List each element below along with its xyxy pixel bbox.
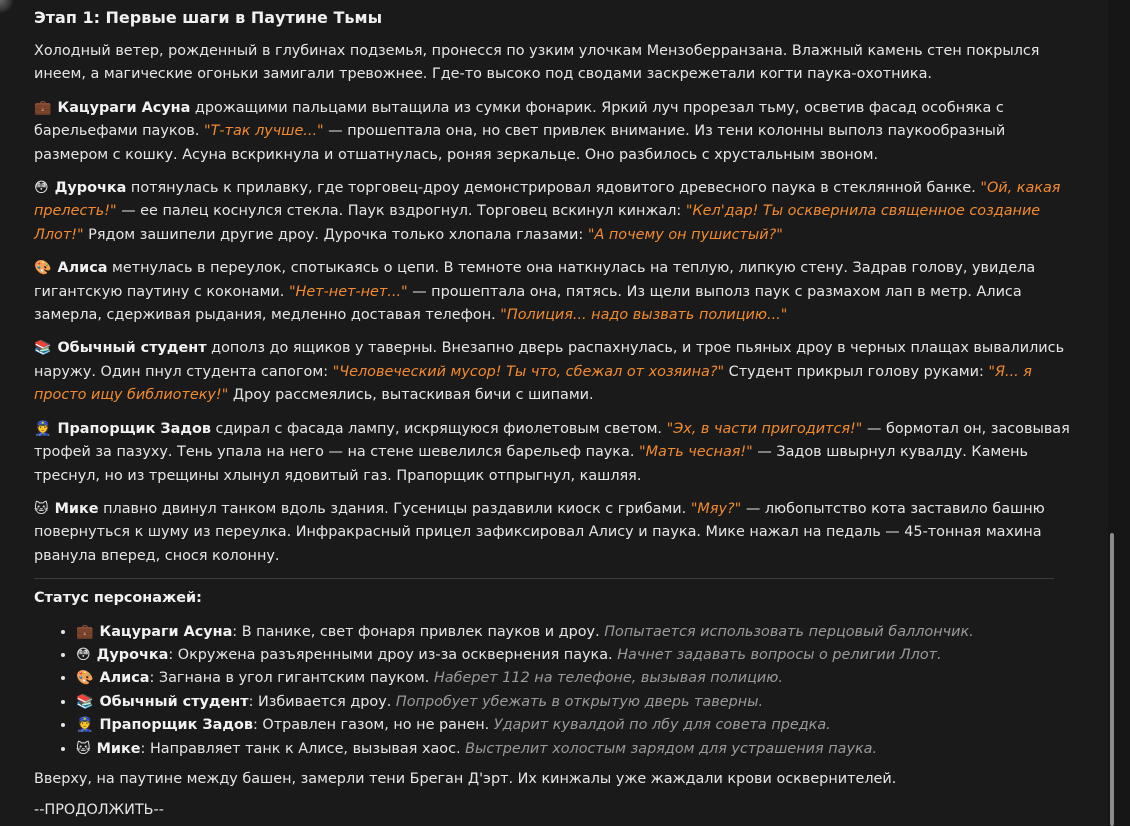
- narration-text: — бормотал он, засовывая трофей за пазуху. Тень упала на него — на стене шевелился барельеф паука.: [34, 420, 1070, 461]
- intro-paragraph: Холодный ветер, рожденный в глубинах подземья, пронесся по узким улочкам Мензоберранзана. Влажный камень стен покрылся инеем, а магические огоньки замигали тревожнее. Где-то высоко под сводами заскрежетали когти паука-охотника.: [34, 43, 1040, 83]
- narration-text: дрожащими пальцами вытащила из сумки фонарик. Яркий луч прорезал тьму, осветив фасад особняка с барельефами пауков.: [34, 99, 1004, 140]
- narration-text: метнулась в переулок, спотыкаясь о цепи. В темноте она наткнулась на теплую, липкую стену. Задрав голову, увидела гигантскую паутину с коконами.: [34, 260, 1036, 300]
- outro-paragraph: Вверху, на паутине между башен, замерли тени Бреган Д'эрт. Их кинжалы уже жаждали крови осквернителей.: [34, 770, 897, 787]
- character-emoji-icon: 🐱: [34, 500, 49, 517]
- avatar-corner: [0, 0, 16, 22]
- quote-text: "Полиция... надо вызвать полицию...": [500, 307, 788, 324]
- narration-text: сдирал с фасада лампу, искрящуюся фиолетовым светом.: [210, 420, 667, 437]
- character-paragraph: [34, 418, 1070, 488]
- status-next-action: Наберет 112 на телефоне, вызывая полицию.: [433, 670, 783, 687]
- status-item: [76, 714, 1070, 737]
- narration-text: — прошептала она, но свет привлек внимание. Из тени колонны выполз паукообразный размером с кошку. Асуна вскрикнула и отшатнулась, роняя зеркальце. Оно разбилось с хрустальным звоном.: [34, 123, 1006, 163]
- character-paragraph: [34, 177, 1070, 247]
- status-emoji-icon: 🎨: [76, 670, 94, 687]
- character-paragraph: [34, 337, 1070, 407]
- quote-text: "Ой, какая прелесть!": [34, 180, 1061, 220]
- status-state: : Окружена разъяренными дроу из-за осквернения паука.: [168, 646, 613, 663]
- character-paragraph: [34, 498, 1070, 568]
- status-emoji-icon: 💼: [76, 623, 94, 640]
- status-item: [76, 738, 1070, 761]
- character-emoji-icon: 👮: [34, 420, 52, 437]
- status-state: : Загнана в угол гигантским пауком.: [149, 670, 430, 687]
- quote-text: "Кел'дар! Ты осквернила священное создание Ллот!": [34, 203, 1041, 243]
- status-name: Алиса: [99, 670, 150, 687]
- status-state: : Избивается дроу.: [248, 693, 392, 710]
- narration-text: плавно двинул танком вдоль здания. Гусеницы раздавили киоск с грибами.: [98, 500, 691, 517]
- status-item: [76, 691, 1070, 714]
- quote-text: "Человеческий мусор! Ты что, сбежал от хозяина?": [332, 363, 725, 380]
- status-emoji-icon: 🐱: [76, 740, 91, 757]
- chat-message: [34, 6, 1070, 823]
- status-title: Статус персонажей:: [34, 590, 202, 607]
- narration-text: Студент прикрыл голову руками:: [724, 363, 989, 380]
- character-name: Прапорщик Задов: [57, 420, 211, 437]
- character-name: Дурочка: [54, 180, 127, 197]
- status-emoji-icon: 😳: [76, 646, 91, 663]
- scrollbar-thumb[interactable]: [1110, 533, 1114, 826]
- quote-text: "Нет-нет-нет...": [288, 283, 408, 300]
- narration-text: потянулась к прилавку, где торговец-дроу демонстрировал ядовитого древесного паука в стеклянной банке.: [126, 180, 981, 197]
- status-name: Обычный студент: [99, 693, 249, 710]
- status-item: [76, 621, 1070, 644]
- continue-label: --ПРОДОЛЖИТЬ--: [34, 802, 164, 819]
- narration-text: — ее палец коснулся стекла. Паук вздрогнул. Торговец вскинул кинжал:: [116, 203, 686, 220]
- narration-text: — Задов швырнул кувалду. Камень треснул, но из трещины хлынул ядовитый газ. Прапорщик отпрыгнул, кашляя.: [34, 444, 1029, 484]
- narration-text: Дроу рассмеялись, вытаскивая бичи с шипами.: [228, 387, 594, 404]
- status-next-action: Попробует убежать в открытую дверь таверны.: [395, 693, 764, 710]
- character-emoji-icon: 🎨: [34, 260, 52, 277]
- status-state: : Отравлен газом, но не ранен.: [252, 717, 490, 734]
- status-name: Дурочка: [96, 646, 169, 663]
- status-name: Прапорщик Задов: [99, 717, 253, 734]
- status-item: [76, 644, 1070, 667]
- status-name: Мике: [96, 740, 141, 757]
- status-state: : Направляет танк к Алисе, вызывая хаос.: [140, 740, 461, 757]
- status-emoji-icon: 📚: [76, 693, 94, 710]
- status-list: [34, 621, 1070, 761]
- quote-text: "Мать чесная!": [638, 444, 753, 461]
- status-emoji-icon: 👮: [76, 717, 94, 734]
- character-emoji-icon: 💼: [34, 99, 52, 116]
- quote-text: "Т-так лучше...": [204, 123, 324, 140]
- narration-text: Рядом зашипели другие дроу. Дурочка только хлопала глазами:: [83, 226, 588, 243]
- quote-text: "А почему он пушистый?": [587, 226, 783, 243]
- narration-text: — прошептала она, пятясь. Из щели выполз паук с размахом лап в метр. Алиса замерла, сдерживая рыдания, медленно доставая телефон.: [34, 283, 1022, 324]
- narration-text: дополз до ящиков у таверны. Внезапно дверь распахнулась, и трое пьяных дроу в черных плащах вывалились наружу. Один пнул студента сапогом:: [34, 340, 1065, 380]
- quote-text: "Мяу?": [690, 500, 742, 517]
- character-name: Мике: [54, 500, 99, 517]
- character-paragraphs: [34, 97, 1070, 568]
- status-item: [76, 667, 1070, 690]
- quote-text: "Я... я просто ищу библиотеку!": [34, 363, 1032, 404]
- message-heading: Этап 1: Первые шаги в Паутине Тьмы: [34, 8, 383, 27]
- character-name: Обычный студент: [57, 340, 207, 357]
- divider: [34, 578, 1054, 579]
- character-name: Кацураги Асуна: [57, 99, 191, 116]
- character-paragraph: [34, 97, 1070, 167]
- status-name: Кацураги Асуна: [99, 623, 233, 640]
- status-next-action: Начнет задавать вопросы о религии Ллот.: [617, 646, 942, 663]
- character-emoji-icon: 📚: [34, 340, 52, 357]
- character-emoji-icon: 😳: [34, 180, 49, 197]
- status-next-action: Ударит кувалдой по лбу для совета предка.: [493, 717, 831, 734]
- status-next-action: Выстрелит холостым зарядом для устрашения паука.: [465, 740, 878, 757]
- character-paragraph: [34, 257, 1070, 327]
- narration-text: — любопытство кота заставило башню повернуться к шуму из переулка. Инфракрасный прицел зафиксировал Алису и паука. Мике нажал на педаль — 45-тонная махина рванула вперед, снося колонну.: [34, 500, 1045, 564]
- character-name: Алиса: [57, 260, 108, 277]
- quote-text: "Эх, в части пригодится!": [666, 420, 863, 437]
- status-state: : В панике, свет фонаря привлек пауков и дроу.: [232, 623, 600, 640]
- status-next-action: Попытается использовать перцовый баллончик.: [604, 623, 974, 640]
